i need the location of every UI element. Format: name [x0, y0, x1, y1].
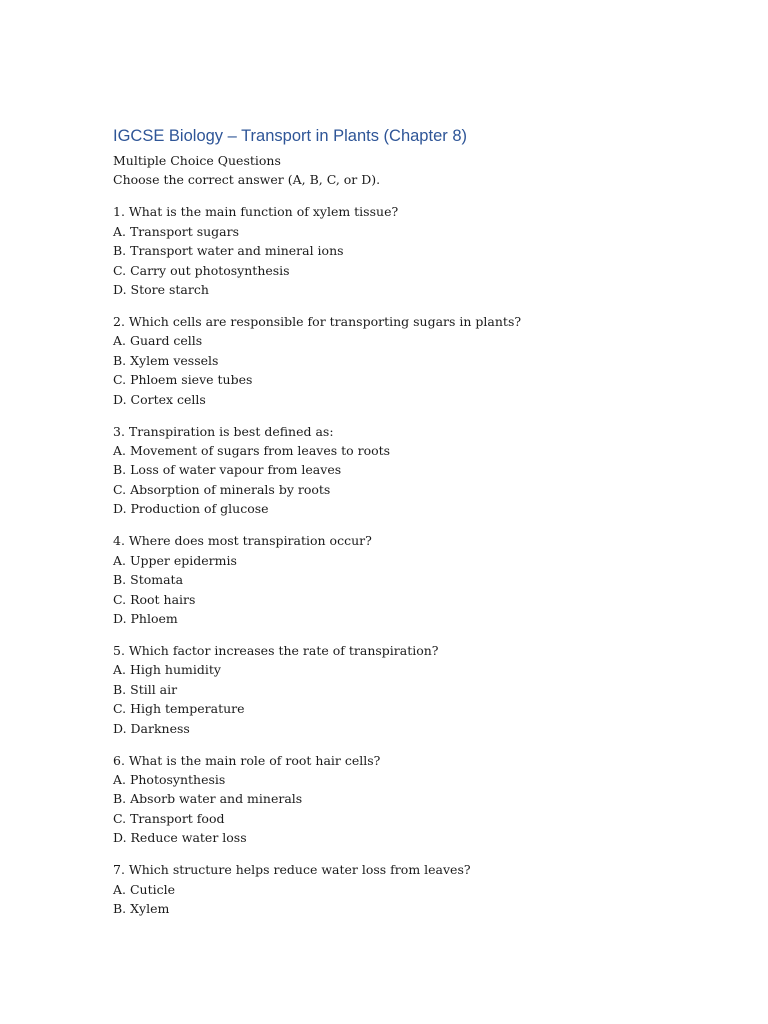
answer-option: C. Carry out photosynthesis — [113, 262, 290, 278]
question-text: 5. Which factor increases the rate of transpiration? — [113, 642, 439, 658]
question-text: 4. Where does most transpiration occur? — [113, 533, 372, 549]
answer-option: B. Loss of water vapour from leaves — [113, 462, 342, 478]
answer-option: B. Absorb water and minerals — [113, 791, 303, 807]
answer-option: D. Store starch — [113, 282, 209, 298]
document-page — [113, 125, 713, 931]
question-text: 3. Transpiration is best defined as: — [113, 423, 334, 439]
answer-option: B. Stomata — [113, 572, 184, 588]
answer-option: A. High humidity — [113, 662, 221, 678]
answer-option: D. Cortex cells — [113, 391, 206, 407]
answer-option: D. Reduce water loss — [113, 830, 247, 846]
answer-option: B. Transport water and mineral ions — [113, 243, 344, 259]
answer-option: B. Xylem vessels — [113, 352, 219, 368]
question-block-1 — [113, 202, 713, 299]
answer-option: C. Phloem sieve tubes — [113, 372, 253, 388]
document-instruction: Choose the correct answer (A, B, C, or D). — [113, 172, 381, 188]
question-block-3 — [113, 422, 713, 519]
answer-option: A. Transport sugars — [113, 223, 240, 239]
answer-option: C. High temperature — [113, 701, 245, 717]
answer-option: B. Xylem — [113, 900, 170, 916]
answer-option: D. Production of glucose — [113, 501, 269, 517]
answer-option: A. Movement of sugars from leaves to roots — [113, 443, 391, 459]
answer-option: A. Photosynthesis — [113, 771, 226, 787]
answer-option: B. Still air — [113, 681, 178, 697]
question-text: 7. Which structure helps reduce water loss from leaves? — [113, 862, 471, 878]
answer-option: A. Guard cells — [113, 333, 203, 349]
answer-option: C. Transport food — [113, 810, 225, 826]
question-block-2 — [113, 312, 713, 409]
question-text: 6. What is the main role of root hair cells? — [113, 752, 381, 768]
answer-option: D. Phloem — [113, 610, 178, 626]
question-block-7 — [113, 860, 713, 918]
answer-option: A. Cuticle — [113, 881, 176, 897]
question-block-5 — [113, 641, 713, 738]
answer-option: C. Absorption of minerals by roots — [113, 481, 331, 497]
question-block-6 — [113, 751, 713, 848]
document-intro — [113, 151, 713, 190]
answer-option: D. Darkness — [113, 720, 190, 736]
answer-option: A. Upper epidermis — [113, 552, 237, 568]
answer-option: C. Root hairs — [113, 591, 196, 607]
question-block-4 — [113, 531, 713, 628]
document-title: IGCSE Biology – Transport in Plants (Chapter 8) — [113, 127, 467, 145]
document-subtitle: Multiple Choice Questions — [113, 153, 281, 168]
question-text: 1. What is the main function of xylem tissue? — [113, 204, 399, 220]
question-text: 2. Which cells are responsible for transporting sugars in plants? — [113, 314, 522, 330]
